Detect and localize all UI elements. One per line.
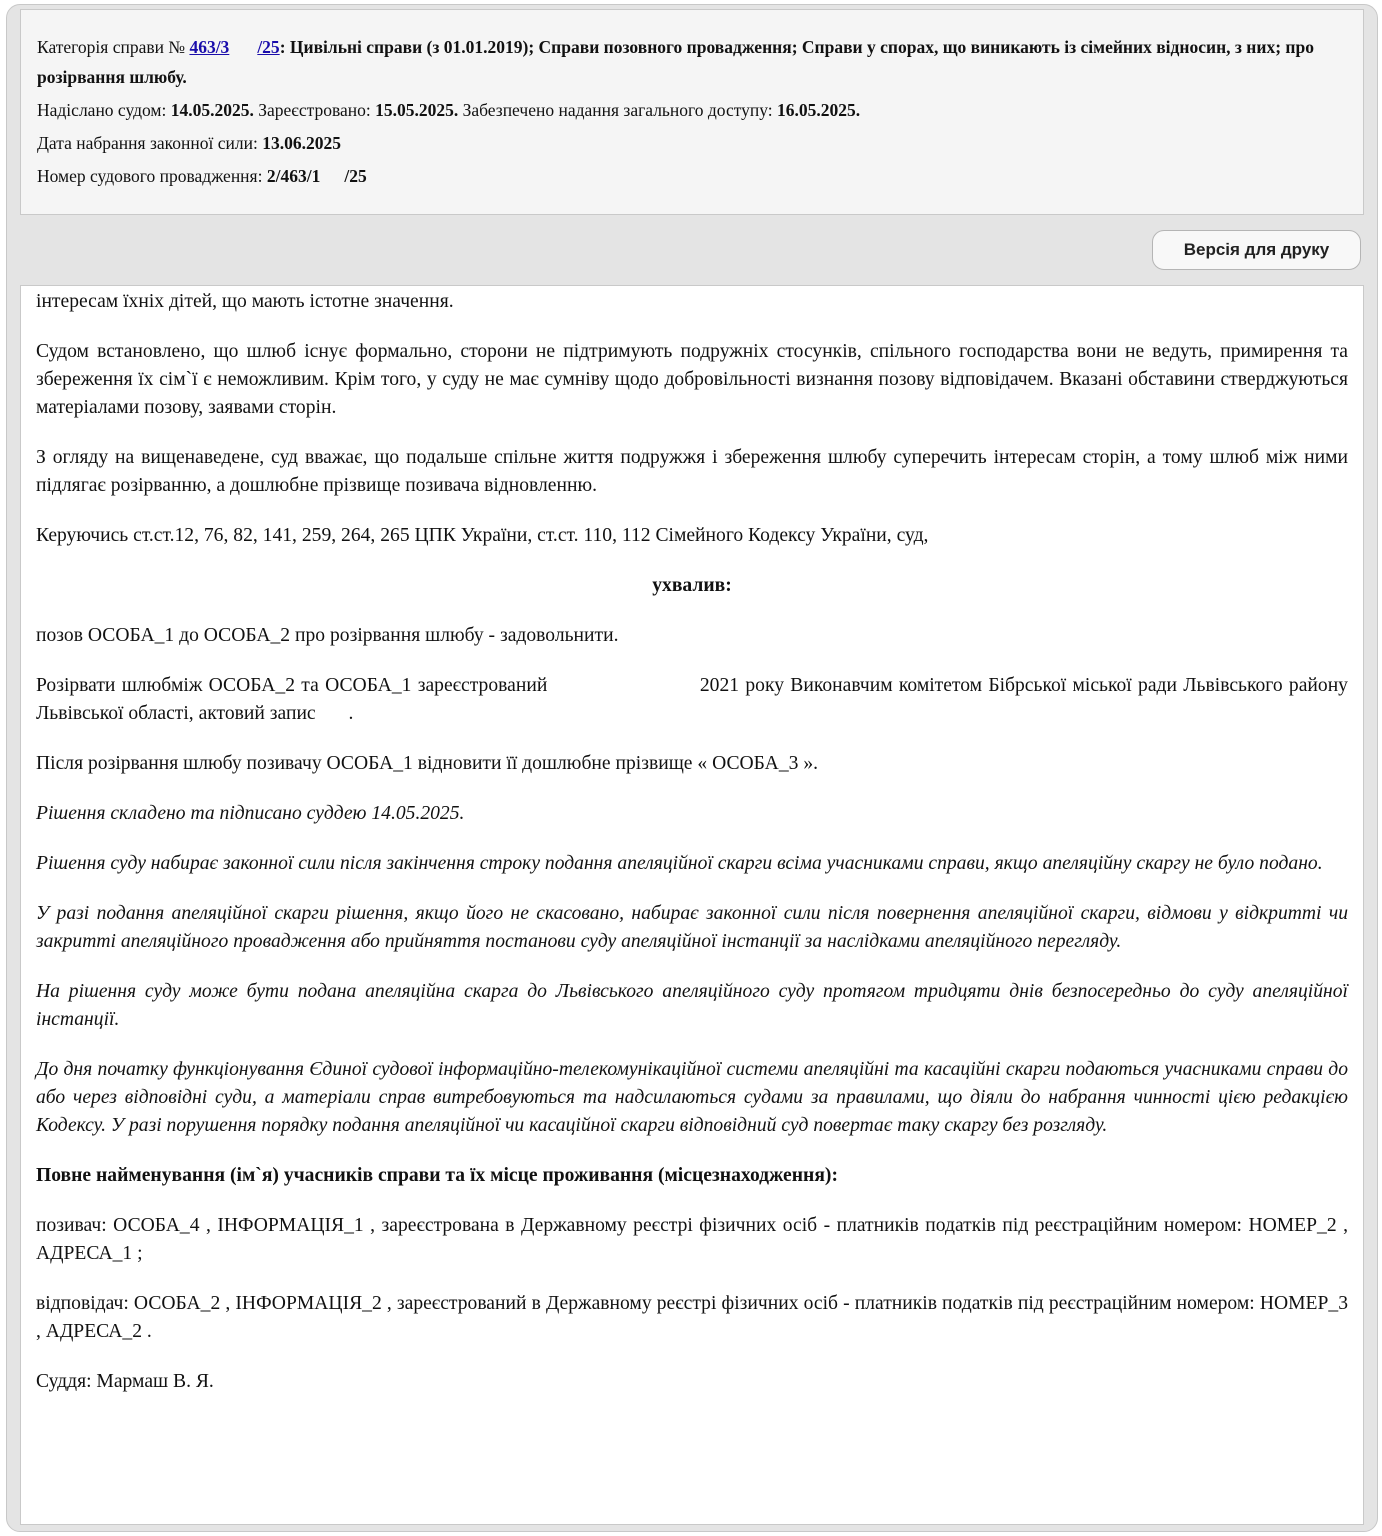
registered-date: 15.05.2025. [375, 100, 459, 120]
paragraph: У разі подання апеляційної скарги рішення, якщо його не скасовано, набирає законної сили після повернення апеляційної скарги, відмови у відкритті чи закритті апеляційного провадження або прийняття постанови суду апеляційної інстанції за наслідками апеляційного перегляду. [36, 903, 1348, 952]
access-date: 16.05.2025. [777, 100, 861, 120]
paragraph: Керуючись ст.ст.12, 76, 82, 141, 259, 264, 265 ЦПК України, ст.ст. 110, 112 Сімейного Кодексу України, суд, [36, 525, 929, 546]
paragraph: До дня початку функціонування Єдиної судової інформаційно-телекомунікаційної системи апеляційні та касаційні скарги подаються учасниками справи до або через відповідні суди, а матеріали справ витребовуються та надсилаються судами за правилами, що діяли до набрання чинності цією редакцією Кодексу. У разі порушення порядку подання апеляційної чи касаційної скарги відповідний суд повертає таку скаргу без розгляду. [36, 1059, 1348, 1136]
decision-text [20, 285, 1364, 1525]
paragraph: Після розірвання шлюбу позивачу ОСОБА_1 відновити її дошлюбне прізвище « ОСОБА_3 ». [36, 753, 819, 774]
paragraph: відповідач: ОСОБА_2 , ІНФОРМАЦІЯ_2 , зареєстрований в Державному реєстрі фізичних осіб - платників податків під реєстраційним номером: НОМЕР_3 , АДРЕСА_2 . [36, 1293, 1348, 1342]
print-version-button[interactable]: Версія для друку [1152, 230, 1361, 270]
effect-date: 13.06.2025 [262, 133, 341, 153]
paragraph: Розірвати шлюбміж ОСОБА_2 та ОСОБА_1 зареєстрований 2021 року Виконавчим комітетом Бібрської міської ради Львівського району Львівської області, актовий запис . [36, 675, 1348, 724]
paragraph: На рішення суду може бути подана апеляційна скарга до Львівського апеляційного суду протягом тридцяти днів безпосередньо до суду апеляційної інстанції. [36, 981, 1348, 1030]
category-label: Категорія справи № [37, 37, 186, 57]
paragraph: Судом встановлено, що шлюб існує формально, сторони не підтримують подружніх стосунків, спільного господарства вони не ведуть, примирення та збереження їх сім`ї є неможливим. Крім того, у суду не має сумніву щодо добровільності визнання позову відповідачем. Вказані обставини стверджуються матеріалами позову, заявами сторін. [36, 341, 1348, 418]
decision-heading: ухвалив: [652, 575, 732, 596]
paragraph: позивач: ОСОБА_4 , ІНФОРМАЦІЯ_1 , зареєстрована в Державному реєстрі фізичних осіб - платників податків під реєстраційним номером: НОМЕР_2 , АДРЕСА_1 ; [36, 1215, 1348, 1264]
paragraph: інтересам їхніх дітей, що мають істотне значення. [36, 291, 454, 312]
redacted-record-number [321, 705, 349, 725]
participants-heading: Повне найменування (ім`я) учасників справи та їх місце проживання (місцезнаходження): [36, 1165, 838, 1186]
category-text: : Цивільні справи (з 01.01.2019); Справи позовного провадження; Справи у спорах, що виникають із сімейних відносин, з них; про розірвання шлюбу. [37, 37, 1314, 87]
proceeding-number-line: Номер судового провадження: 2/463/1 /25 [37, 166, 367, 186]
paragraph: Рішення суду набирає законної сили після закінчення строку подання апеляційної скарги всіма учасниками справи, якщо апеляційну скаргу не було подано. [36, 853, 1323, 874]
case-info-panel [20, 9, 1364, 215]
proceeding-number: 2/463/1 /25 [266, 166, 367, 186]
paragraph: З огляду на вищенаведене, суд вважає, що подальше спільне життя подружжя і збереження шлюбу суперечить інтересам сторін, а тому шлюб між ними підлягає розірванню, а дошлюбне прізвище позивача відновленню. [36, 447, 1348, 496]
paragraph: позов ОСОБА_1 до ОСОБА_2 про розірвання шлюбу - задовольнити. [36, 625, 619, 646]
sent-date: 14.05.2025. [170, 100, 254, 120]
dates-line: Надіслано судом: 14.05.2025. Зареєстровано: 15.05.2025. Забезпечено надання загального доступу: 16.05.2025. [37, 100, 861, 120]
page-frame [6, 4, 1378, 1532]
case-category-line [37, 32, 1347, 92]
judge-signature: Суддя: Мармаш В. Я. [36, 1371, 214, 1392]
case-number-link[interactable]: 463/3 /25 [189, 37, 280, 57]
redacted-date [554, 677, 694, 697]
paragraph: Рішення складено та підписано суддею 14.05.2025. [36, 803, 465, 824]
effect-date-line: Дата набрання законної сили: 13.06.2025 [37, 133, 341, 153]
